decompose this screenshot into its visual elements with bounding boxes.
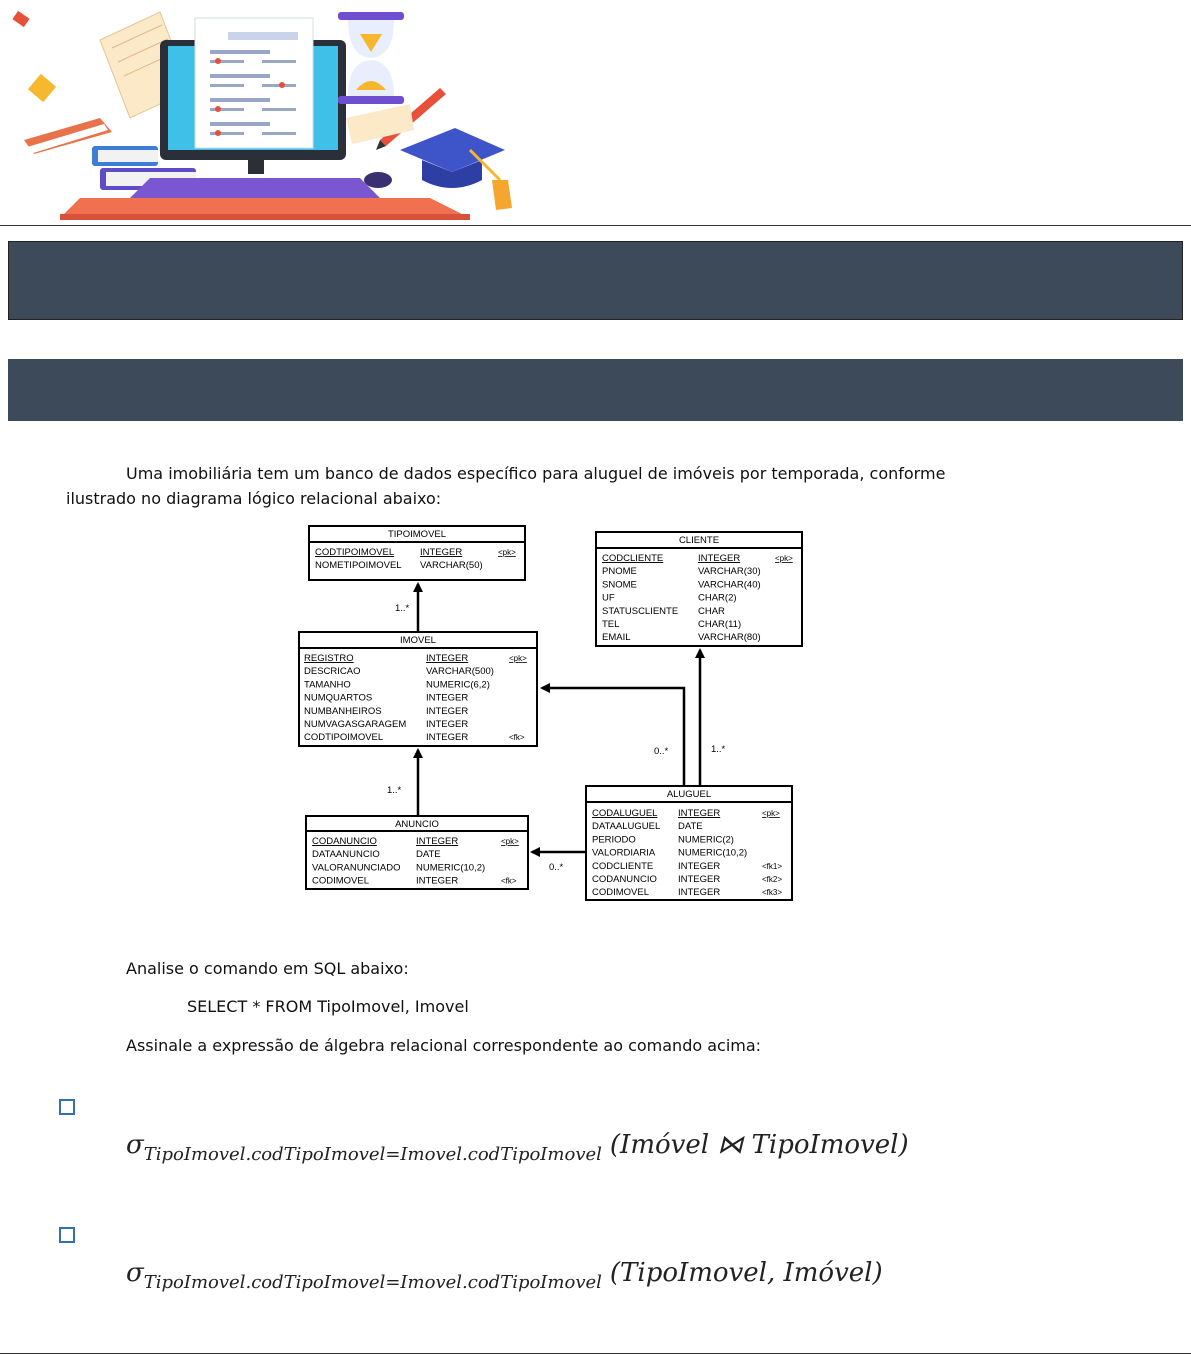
- mult-aluguel-imovel: 0..*: [654, 746, 669, 757]
- tipoimovel-row-1-col-1: VARCHAR(50): [420, 560, 483, 571]
- option-2-sigma: σ: [126, 1258, 144, 1288]
- imovel-row-3-col-0: NUMQUARTOS: [304, 692, 373, 704]
- rel-aluguel-imovel: [542, 688, 684, 786]
- tipoimovel-row-1-col-0: NOMETIPOIMOVEL: [315, 560, 402, 571]
- aluguel-row-2-col-1: NUMERIC(2): [678, 834, 734, 846]
- cliente-row-2-col-1: VARCHAR(40): [698, 579, 761, 591]
- aluguel-row-4-col-0: CODCLIENTE: [592, 860, 654, 872]
- aluguel-row-6-col-2: <fk3>: [762, 888, 783, 898]
- imovel-title: IMOVEL: [400, 635, 436, 646]
- tipoimovel-title: TIPOIMOVEL: [387, 529, 447, 540]
- aluguel-row-4-col-1: INTEGER: [678, 860, 721, 872]
- anuncio-row-1-col-1: DATE: [416, 849, 441, 861]
- aluguel-row-2-col-0: PERIODO: [592, 834, 636, 846]
- table-aluguel: [586, 786, 792, 900]
- option-1-condition: TipoImovel.codTipoImovel=Imovel.codTipoImovel: [143, 1144, 602, 1165]
- aluguel-row-0-col-0: CODALUGUEL: [592, 808, 658, 819]
- option-1-sigma: σ: [126, 1130, 144, 1160]
- cliente-title: CLIENTE: [678, 535, 720, 546]
- imovel-row-4-col-1: INTEGER: [426, 705, 469, 717]
- header-divider: [0, 225, 1191, 226]
- imovel-row-6-col-2: <fk>: [509, 733, 525, 743]
- assinale-text: Assinale a expressão de álgebra relacional correspondente ao comando acima:: [126, 1036, 762, 1055]
- cliente-row-6-col-1: VARCHAR(80): [698, 632, 761, 644]
- aluguel-row-5-col-0: CODANUNCIO: [592, 874, 657, 885]
- anuncio-row-3-col-0: CODIMOVEL: [312, 875, 370, 887]
- anuncio-title: ANUNCIO: [395, 819, 439, 830]
- imovel-row-3-col-1: INTEGER: [426, 692, 469, 704]
- cliente-row-2-col-0: SNOME: [602, 579, 637, 591]
- intro-line-2: ilustrado no diagrama lógico relacional abaixo:: [66, 489, 442, 508]
- education-illustration: [0, 0, 540, 224]
- anuncio-row-0-col-2: <pk>: [501, 837, 519, 846]
- aluguel-row-5-col-2: <fk2>: [762, 875, 783, 884]
- imovel-row-5-col-0: NUMVAGASGARAGEM: [304, 719, 407, 730]
- title-banner: [8, 241, 1183, 320]
- cliente-row-5-col-1: CHAR(11): [698, 619, 742, 630]
- subtitle-banner: [8, 359, 1183, 421]
- analise-text: Analise o comando em SQL abaixo:: [126, 959, 409, 978]
- anuncio-row-3-col-1: INTEGER: [416, 875, 459, 887]
- imovel-row-0-col-2: <pk>: [509, 654, 527, 663]
- option-2-condition: TipoImovel.codTipoImovel=Imovel.codTipoImovel: [143, 1272, 602, 1293]
- tipoimovel-row-0-col-2: <pk>: [498, 548, 516, 557]
- cliente-row-3-col-0: UF: [602, 592, 615, 604]
- cliente-row-0-col-2: <pk>: [775, 554, 793, 563]
- cliente-row-4-col-1: CHAR: [698, 605, 725, 617]
- cliente-row-0-col-0: CODCLIENTE: [602, 553, 664, 564]
- option-1-formula: [126, 1130, 909, 1165]
- cliente-row-1-col-0: PNOME: [602, 566, 637, 578]
- aluguel-title: ALUGUEL: [666, 789, 712, 800]
- tipoimovel-row-0-col-1: INTEGER: [420, 547, 463, 558]
- table-anuncio: [306, 816, 528, 889]
- aluguel-row-1-col-1: DATE: [678, 821, 703, 833]
- sql-command: SELECT * FROM TipoImovel, Imovel: [187, 997, 469, 1016]
- anuncio-row-3-col-2: <fk>: [501, 876, 517, 886]
- cliente-row-0-col-1: INTEGER: [698, 553, 741, 564]
- option-2-argument: (TipoImovel, Imóvel): [609, 1258, 883, 1288]
- aluguel-row-6-col-0: CODIMOVEL: [592, 887, 650, 899]
- aluguel-row-3-col-0: VALORDIARIA: [592, 847, 656, 859]
- cliente-row-1-col-1: VARCHAR(30): [698, 566, 761, 578]
- mult-aluguel-anuncio: 0..*: [549, 862, 564, 873]
- aluguel-row-0-col-2: <pk>: [762, 809, 780, 818]
- imovel-row-2-col-0: TAMANHO: [304, 679, 351, 691]
- imovel-row-6-col-1: INTEGER: [426, 732, 469, 744]
- imovel-row-2-col-1: NUMERIC(6,2): [426, 679, 490, 691]
- mult-imovel-tipoimovel: 1..*: [395, 603, 410, 614]
- imovel-row-1-col-1: VARCHAR(500): [426, 666, 494, 678]
- table-tipoimovel: [309, 526, 525, 580]
- anuncio-row-0-col-0: CODANUNCIO: [312, 836, 377, 847]
- anuncio-row-1-col-0: DATAANUNCIO: [312, 849, 380, 861]
- mult-anuncio-imovel: 1..*: [387, 785, 402, 796]
- er-diagram: [296, 522, 808, 906]
- anuncio-row-2-col-1: NUMERIC(10,2): [416, 862, 486, 874]
- imovel-row-0-col-0: REGISTRO: [304, 653, 354, 664]
- imovel-row-5-col-1: INTEGER: [426, 719, 469, 730]
- imovel-row-1-col-0: DESCRICAO: [304, 666, 361, 678]
- option-2-formula: [126, 1258, 883, 1293]
- mult-aluguel-cliente: 1..*: [711, 744, 726, 755]
- cliente-row-4-col-0: STATUSCLIENTE: [602, 605, 679, 617]
- intro-line-1: Uma imobiliária tem um banco de dados específico para aluguel de imóveis por temporada, conforme: [126, 464, 946, 483]
- intro-paragraph: [66, 461, 946, 511]
- aluguel-row-3-col-1: NUMERIC(10,2): [678, 847, 748, 859]
- cliente-row-6-col-0: EMAIL: [602, 632, 631, 644]
- option-2-checkbox[interactable]: [59, 1227, 75, 1243]
- anuncio-row-0-col-1: INTEGER: [416, 836, 459, 847]
- imovel-row-6-col-0: CODTIPOIMOVEL: [304, 732, 384, 744]
- table-cliente: [596, 532, 802, 646]
- aluguel-row-6-col-1: INTEGER: [678, 887, 721, 899]
- option-1-argument: (Imóvel ⋈ TipoImovel): [609, 1130, 909, 1160]
- cliente-row-3-col-1: CHAR(2): [698, 592, 737, 604]
- imovel-row-0-col-1: INTEGER: [426, 653, 469, 664]
- aluguel-row-5-col-1: INTEGER: [678, 874, 721, 885]
- imovel-row-4-col-0: NUMBANHEIROS: [304, 705, 382, 717]
- aluguel-row-4-col-2: <fk1>: [762, 861, 783, 871]
- tipoimovel-row-0-col-0: CODTIPOIMOVEL: [315, 547, 395, 558]
- anuncio-row-2-col-0: VALORANUNCIADO: [312, 862, 401, 874]
- option-1-checkbox[interactable]: [59, 1099, 75, 1115]
- aluguel-row-0-col-1: INTEGER: [678, 808, 721, 819]
- aluguel-row-1-col-0: DATAALUGUEL: [592, 821, 661, 833]
- footer-divider: [0, 1353, 1191, 1354]
- cliente-row-5-col-0: TEL: [602, 619, 620, 630]
- table-imovel: [299, 632, 537, 746]
